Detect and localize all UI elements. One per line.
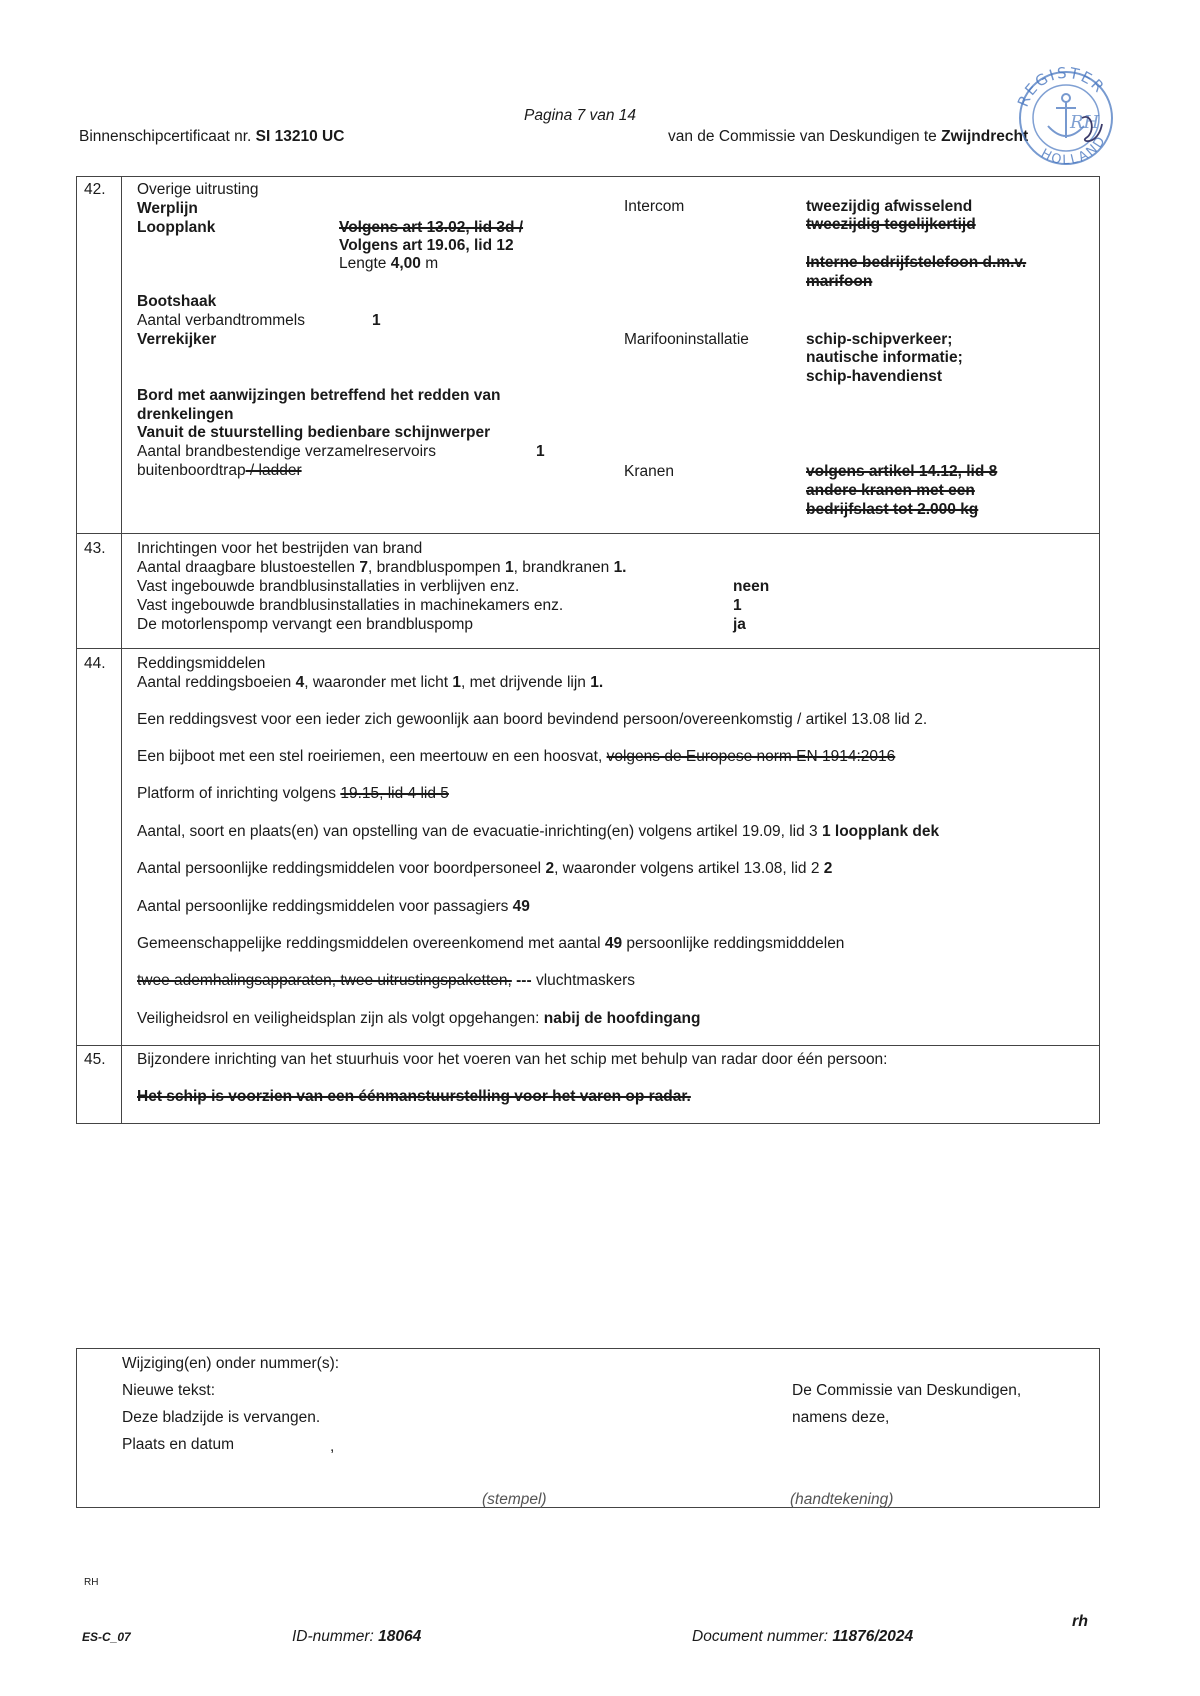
reddingsboeien-label: Aantal reddingsboeien — [137, 674, 296, 691]
platform-strike: 19.15, lid 4 lid 5 — [340, 785, 449, 802]
intercom-value-1: tweezijdig afwisselend — [806, 198, 973, 215]
marifoon-value-2: nautische informatie; — [806, 349, 963, 366]
footer-form-code: ES-C_07 — [82, 1630, 131, 1644]
plaats-datum-comma: , — [330, 1438, 335, 1455]
bijboot-strike: volgens de Europese norm EN 1914:2016 — [606, 748, 896, 765]
loopplank-value: Volgens art 19.06, lid 12 — [339, 237, 514, 254]
kranen-value-3: bedrijfslast tot 2.000 kg — [806, 501, 979, 518]
length-unit: m — [425, 255, 439, 272]
marifoon-value-3: schip-havendienst — [806, 368, 943, 385]
commission-city: Zwijndrecht — [941, 128, 1029, 145]
passagiers-line — [137, 897, 530, 916]
marifoon-label: Marifooninstallatie — [624, 331, 749, 348]
schijnwerper: Vanuit de stuurstelling bedienbare schijnwerper — [137, 424, 491, 441]
length-value: 4,00 — [390, 255, 421, 272]
footer-rh-small: RH — [84, 1577, 99, 1588]
section-divider-44 — [76, 648, 1100, 649]
ademhaling-strike: twee ademhalingsapparaten, twee uitrustingspaketten, — [137, 972, 512, 989]
brandkranen-value: 1. — [613, 559, 627, 576]
footer-doc-label: Document nummer: — [692, 1628, 829, 1645]
brandkranen-label: , brandkranen — [513, 559, 614, 576]
brandbluspompen-label: , brandbluspompen — [367, 559, 505, 576]
veiligheidsrol-label: Veiligheidsrol en veiligheidsplan zijn als volgt opgehangen: — [137, 1010, 544, 1027]
met-licht-value: 1 — [452, 674, 462, 691]
commission-location — [668, 127, 1028, 146]
stamp-initials: RH — [1070, 112, 1100, 133]
verzamelreservoirs-value: 1 — [536, 443, 545, 460]
bijboot-line — [137, 747, 895, 766]
reddingsboeien-value: 4 — [295, 674, 305, 691]
stamp-text-top: REGISTER — [1013, 63, 1109, 110]
page-number: Pagina 7 van 14 — [524, 107, 637, 124]
intercom-value-3: Interne bedrijfstelefoon d.m.v. — [806, 254, 1027, 271]
evacuatie-value: 1 loopplank dek — [821, 823, 940, 840]
verrekijker: Verrekijker — [137, 331, 217, 348]
blusinstallaties-machinekamers-value: 1 — [733, 597, 742, 614]
commissie-label: De Commissie van Deskundigen, — [792, 1382, 1022, 1399]
footer-id-value: 18064 — [378, 1628, 422, 1645]
boordpersoneel-waaronder-value: 2 — [823, 860, 833, 877]
certificate-label: Binnenschipcertificaat nr. — [79, 128, 252, 145]
vervangen-label: Deze bladzijde is vervangen. — [122, 1409, 321, 1426]
footer-id-number — [292, 1627, 421, 1646]
buitenboordtrap — [137, 461, 302, 480]
blusinstallaties-verblijven-value: neen — [733, 578, 770, 595]
certificate-value: SI 13210 UC — [255, 128, 345, 145]
reddingsvest-line: Een reddingsvest voor een ieder zich gewoonlijk aan boord bevindend persoon/overeenkomstig / artikel 13.08 lid 2. — [137, 711, 928, 728]
blustoestellen-value: 7 — [359, 559, 368, 576]
section-45-title: Bijzondere inrichting van het stuurhuis voor het voeren van het schip met behulp van radar door één persoon: — [137, 1051, 888, 1068]
verbandtrommels-value: 1 — [372, 312, 381, 329]
number-column-divider — [121, 176, 122, 1124]
buitenboordtrap-strike: / ladder — [245, 462, 302, 479]
section-45-strike: Het schip is voorzien van een éénmanstuurstelling voor het varen op radar. — [137, 1088, 691, 1105]
drijvende-lijn-label: , met drijvende lijn — [461, 674, 591, 691]
section-43-title: Inrichtingen voor het bestrijden van brand — [137, 540, 423, 557]
certificate-number — [79, 127, 344, 146]
evacuatie-label: Aantal, soort en plaats(en) van opstelling van de evacuatie-inrichting(en) volgens artikel 19.09, lid 3 — [137, 823, 822, 840]
vluchtmaskers: vluchtmaskers — [535, 972, 635, 989]
drijvende-lijn-value: 1. — [590, 674, 604, 691]
blusinstallaties-machinekamers-label: Vast ingebouwde brandblusinstallaties in machinekamers enz. — [137, 597, 564, 614]
section-44-number: 44. — [84, 655, 106, 672]
register-holland-stamp — [1012, 62, 1120, 170]
intercom-label: Intercom — [624, 198, 685, 215]
buitenboordtrap-text: buitenboordtrap — [137, 462, 246, 479]
motorlenspomp-label: De motorlenspomp vervangt een brandbluspomp — [137, 616, 474, 633]
gemeenschappelijke-suffix: persoonlijke reddingsmidddelen — [622, 935, 845, 952]
intercom-value-2: tweezijdig tegelijkertijd — [806, 216, 976, 233]
verbandtrommels-label: Aantal verbandtrommels — [137, 312, 305, 329]
section-43-number: 43. — [84, 540, 106, 557]
handtekening-label: (handtekening) — [790, 1491, 894, 1508]
ademhaling-value: --- — [511, 972, 536, 989]
bord-line-1: Bord met aanwijzingen betreffend het redden van — [137, 387, 501, 404]
bijboot-text: Een bijboot met een stel roeiriemen, een meertouw en een hoosvat, — [137, 748, 607, 765]
section-42-number: 42. — [84, 181, 106, 198]
gemeenschappelijke-label: Gemeenschappelijke reddingsmiddelen overeenkomend met aantal — [137, 935, 605, 952]
kranen-value-1: volgens artikel 14.12, lid 8 — [806, 463, 998, 480]
nieuwe-tekst-label: Nieuwe tekst: — [122, 1382, 216, 1399]
kranen-value-2: andere kranen met een — [806, 482, 975, 499]
veiligheidsrol-line — [137, 1009, 700, 1028]
namens-label: namens deze, — [792, 1409, 890, 1426]
met-licht-label: , waaronder met licht — [304, 674, 453, 691]
reddingsboeien-line — [137, 673, 603, 692]
section-45-number: 45. — [84, 1051, 106, 1068]
section-42-title: Overige uitrusting — [137, 181, 259, 198]
footer-doc-value: 11876/2024 — [832, 1628, 914, 1645]
marifoon-value-1: schip-schipverkeer; — [806, 331, 953, 348]
veiligheidsrol-value: nabij de hoofdingang — [543, 1010, 701, 1027]
footer-document-number — [692, 1627, 913, 1646]
section-divider-45 — [76, 1045, 1100, 1046]
commission-label: van de Commissie van Deskundigen te — [668, 128, 937, 145]
boordpersoneel-line — [137, 859, 832, 878]
evacuatie-line — [137, 822, 939, 841]
platform-line — [137, 784, 449, 803]
blustoestellen-label: Aantal draagbare blustoestellen — [137, 559, 360, 576]
kranen-label: Kranen — [624, 463, 674, 480]
section-44-title: Reddingsmiddelen — [137, 655, 266, 672]
section-divider-43 — [76, 533, 1100, 534]
gemeenschappelijke-line — [137, 934, 844, 953]
boordpersoneel-label: Aantal persoonlijke reddingsmiddelen voor boordpersoneel — [137, 860, 546, 877]
blusinstallaties-verblijven-label: Vast ingebouwde brandblusinstallaties in verblijven enz. — [137, 578, 520, 595]
footer-id-label: ID-nummer: — [292, 1628, 374, 1645]
stamp-text-bottom: HOLLAND — [1038, 132, 1110, 169]
gemeenschappelijke-value: 49 — [604, 935, 623, 952]
platform-text: Platform of inrichting volgens — [137, 785, 341, 802]
loopplank: Loopplank — [137, 219, 216, 236]
passagiers-value: 49 — [512, 898, 530, 915]
bord-line-2: drenkelingen — [137, 406, 234, 423]
loopplank-strike: Volgens art 13.02, lid 3d / — [339, 219, 524, 236]
boordpersoneel-waaronder-label: , waaronder volgens artikel 13.08, lid 2 — [554, 860, 824, 877]
werplijn: Werplijn — [137, 200, 198, 217]
motorlenspomp-value: ja — [733, 616, 746, 633]
stempel-label: (stempel) — [482, 1491, 547, 1508]
bootshaak: Bootshaak — [137, 293, 217, 310]
footer-rh-signature: rh — [1072, 1613, 1088, 1630]
blustoestellen-line — [137, 558, 627, 577]
plaats-datum-label: Plaats en datum — [122, 1436, 235, 1453]
loopplank-length — [339, 254, 438, 273]
boordpersoneel-value: 2 — [545, 860, 555, 877]
passagiers-label: Aantal persoonlijke reddingsmiddelen voor passagiers — [137, 898, 513, 915]
ademhaling-line — [137, 971, 635, 990]
intercom-value-4: marifoon — [806, 273, 873, 290]
wijziging-label: Wijziging(en) onder nummer(s): — [122, 1355, 340, 1372]
verzamelreservoirs-label: Aantal brandbestendige verzamelreservoirs — [137, 443, 436, 460]
brandbluspompen-value: 1 — [504, 559, 514, 576]
length-label: Lengte — [339, 255, 387, 272]
